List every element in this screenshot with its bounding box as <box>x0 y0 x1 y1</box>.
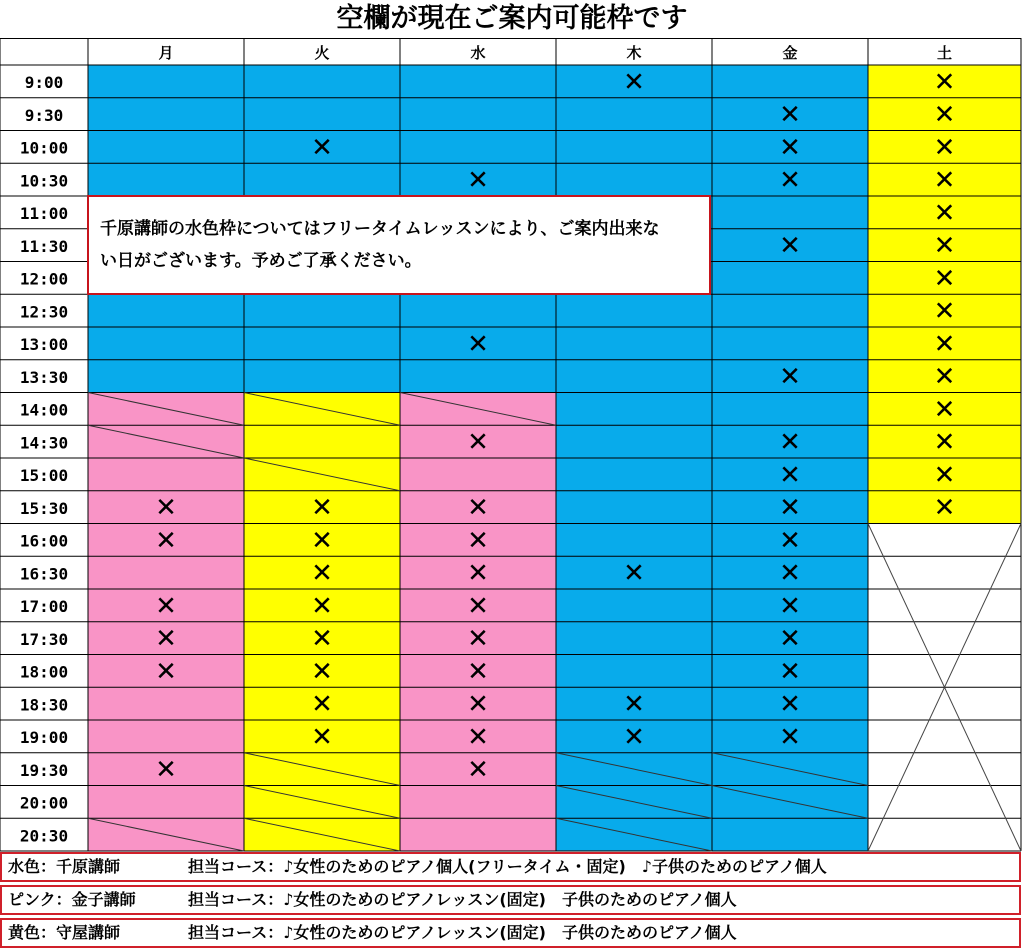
legend-label: 水色：千原講師 <box>8 857 121 876</box>
slot-cell <box>244 425 400 458</box>
slot-cell <box>556 491 712 524</box>
booked-mark: ✕ <box>155 591 177 622</box>
slot-cell <box>556 131 712 164</box>
booked-mark: ✕ <box>779 132 801 163</box>
time-label: 10:00 <box>19 138 69 158</box>
day-header: 火 <box>314 44 330 62</box>
day-header: 土 <box>936 44 953 62</box>
slot-cell <box>400 818 556 851</box>
booked-mark: ✕ <box>155 624 177 655</box>
booked-mark: ✕ <box>779 624 801 655</box>
slot-cell <box>88 131 244 164</box>
booked-mark: ✕ <box>779 558 801 589</box>
booked-mark: ✕ <box>779 591 801 622</box>
slot-cell <box>244 163 400 196</box>
booked-mark: ✕ <box>933 132 956 163</box>
legend-courses: 担当コース：♪女性のためのピアノレッスン(固定) 子供のためのピアノ個人 <box>188 890 737 909</box>
time-label: 20:00 <box>19 793 69 813</box>
slot-cell <box>88 687 244 720</box>
slot-cell <box>712 65 868 98</box>
time-label: 12:30 <box>19 302 69 322</box>
slot-cell <box>556 524 712 557</box>
booked-mark: ✕ <box>467 755 489 786</box>
slot-cell <box>556 360 712 393</box>
slot-cell <box>556 589 712 622</box>
booked-mark: ✕ <box>779 231 801 262</box>
time-label: 17:30 <box>19 629 69 649</box>
booked-mark: ✕ <box>779 100 801 131</box>
time-label: 15:00 <box>19 466 69 485</box>
slot-cell <box>244 98 400 131</box>
booked-mark: ✕ <box>311 525 333 556</box>
slot-cell <box>712 327 868 360</box>
booked-mark: ✕ <box>623 558 645 589</box>
booked-mark: ✕ <box>311 132 333 163</box>
slot-cell <box>556 163 712 196</box>
booked-mark: ✕ <box>933 231 956 262</box>
booked-mark: ✕ <box>467 689 489 720</box>
booked-mark: ✕ <box>623 67 645 98</box>
slot-cell <box>244 65 400 98</box>
timetable-grid <box>0 38 1024 852</box>
slot-cell <box>400 786 556 819</box>
slot-cell <box>712 196 868 229</box>
slot-cell <box>556 655 712 688</box>
legend-label: ピンク：金子講師 <box>8 890 136 909</box>
legend-row-pink <box>0 885 1021 915</box>
page-title: 空欄が現在ご案内可能枠です <box>336 3 688 34</box>
booked-mark: ✕ <box>467 656 489 687</box>
slot-cell <box>712 294 868 327</box>
booked-mark: ✕ <box>311 624 333 655</box>
time-label: 13:30 <box>19 367 69 387</box>
booked-mark: ✕ <box>311 558 333 589</box>
booked-mark: ✕ <box>779 493 801 524</box>
day-header: 木 <box>626 44 642 62</box>
slot-cell <box>244 327 400 360</box>
time-label: 10:30 <box>19 171 69 191</box>
time-label: 19:30 <box>19 760 69 780</box>
legend-row-yellow <box>0 918 1021 948</box>
legend-row-blue <box>0 852 1021 882</box>
time-label: 12:00 <box>19 269 69 289</box>
booked-mark: ✕ <box>779 689 801 720</box>
booked-mark: ✕ <box>467 165 489 196</box>
time-label: 18:30 <box>19 695 69 715</box>
booked-mark: ✕ <box>467 329 489 360</box>
booked-mark: ✕ <box>933 165 956 196</box>
time-label: 11:30 <box>19 236 69 256</box>
booked-mark: ✕ <box>933 394 956 425</box>
slot-cell <box>400 65 556 98</box>
booked-mark: ✕ <box>467 558 489 589</box>
slot-cell <box>88 720 244 753</box>
slot-cell <box>712 393 868 426</box>
booked-mark: ✕ <box>311 591 333 622</box>
slot-cell <box>88 327 244 360</box>
day-header: 月 <box>158 44 174 62</box>
slot-cell <box>400 98 556 131</box>
booked-mark: ✕ <box>779 362 801 393</box>
slot-cell <box>556 425 712 458</box>
booked-mark: ✕ <box>779 656 801 687</box>
booked-mark: ✕ <box>933 296 956 327</box>
booked-mark: ✕ <box>467 624 489 655</box>
slot-cell <box>712 818 868 851</box>
notice-box <box>88 196 710 294</box>
booked-mark: ✕ <box>779 460 801 491</box>
notice-text-line2: い日がございます。予めご了承ください。 <box>100 251 422 271</box>
time-label: 16:00 <box>19 531 69 551</box>
time-label: 14:30 <box>19 433 69 453</box>
booked-mark: ✕ <box>311 493 333 524</box>
legend-label: 黄色：守屋講師 <box>8 923 121 942</box>
booked-mark: ✕ <box>933 460 956 491</box>
slot-cell <box>88 163 244 196</box>
time-label: 15:30 <box>19 498 69 518</box>
time-label: 14:00 <box>19 400 69 420</box>
time-label: 9:30 <box>24 105 64 125</box>
slot-cell <box>88 65 244 98</box>
slot-cell <box>244 360 400 393</box>
time-label: 19:00 <box>19 728 69 747</box>
slot-cell <box>400 294 556 327</box>
time-label: 16:30 <box>19 564 69 584</box>
slot-cell <box>556 622 712 655</box>
booked-mark: ✕ <box>155 755 177 786</box>
legend-courses: 担当コース：♪女性のためのピアノ個人(フリータイム・固定) ♪子供のためのピアノ個人 <box>188 857 827 876</box>
booked-mark: ✕ <box>779 525 801 556</box>
slot-cell <box>88 98 244 131</box>
legend-courses: 担当コース：♪女性のためのピアノレッスン(固定) 子供のためのピアノ個人 <box>188 923 737 942</box>
slot-cell <box>400 131 556 164</box>
booked-mark: ✕ <box>933 493 956 524</box>
booked-mark: ✕ <box>311 722 333 753</box>
booked-mark: ✕ <box>467 427 489 458</box>
booked-mark: ✕ <box>155 525 177 556</box>
notice-text-line1: 千原講師の水色枠についてはフリータイムレッスンにより、ご案内出来な <box>100 219 660 239</box>
booked-mark: ✕ <box>467 722 489 753</box>
slot-cell <box>400 360 556 393</box>
slot-cell <box>556 98 712 131</box>
booked-mark: ✕ <box>311 656 333 687</box>
slot-cell <box>88 360 244 393</box>
day-header: 水 <box>470 44 486 62</box>
booked-mark: ✕ <box>623 722 645 753</box>
slot-cell <box>556 294 712 327</box>
booked-mark: ✕ <box>933 362 956 393</box>
booked-mark: ✕ <box>155 656 177 687</box>
booked-mark: ✕ <box>779 427 801 458</box>
slot-cell <box>88 458 244 491</box>
booked-mark: ✕ <box>467 493 489 524</box>
booked-mark: ✕ <box>155 493 177 524</box>
time-label: 9:00 <box>24 73 64 92</box>
day-header: 金 <box>782 44 798 62</box>
booked-mark: ✕ <box>933 427 956 458</box>
slot-cell <box>556 393 712 426</box>
slot-cell <box>400 458 556 491</box>
slot-cell <box>244 294 400 327</box>
booked-mark: ✕ <box>779 722 801 753</box>
time-label: 13:00 <box>19 335 69 354</box>
time-label: 11:00 <box>19 204 69 223</box>
booked-mark: ✕ <box>467 525 489 556</box>
slot-cell <box>88 294 244 327</box>
slot-cell <box>556 327 712 360</box>
booked-mark: ✕ <box>623 689 645 720</box>
slot-cell <box>556 458 712 491</box>
booked-mark: ✕ <box>933 198 956 229</box>
time-label: 17:00 <box>19 597 69 616</box>
booked-mark: ✕ <box>467 591 489 622</box>
booked-mark: ✕ <box>933 100 956 131</box>
slot-cell <box>88 556 244 589</box>
slot-cell <box>88 786 244 819</box>
slot-cell <box>712 262 868 295</box>
booked-mark: ✕ <box>933 67 956 98</box>
time-label: 20:30 <box>19 826 69 846</box>
booked-mark: ✕ <box>933 329 956 360</box>
booked-mark: ✕ <box>779 165 801 196</box>
time-label: 18:00 <box>19 662 69 682</box>
booked-mark: ✕ <box>933 263 956 294</box>
booked-mark: ✕ <box>311 689 333 720</box>
